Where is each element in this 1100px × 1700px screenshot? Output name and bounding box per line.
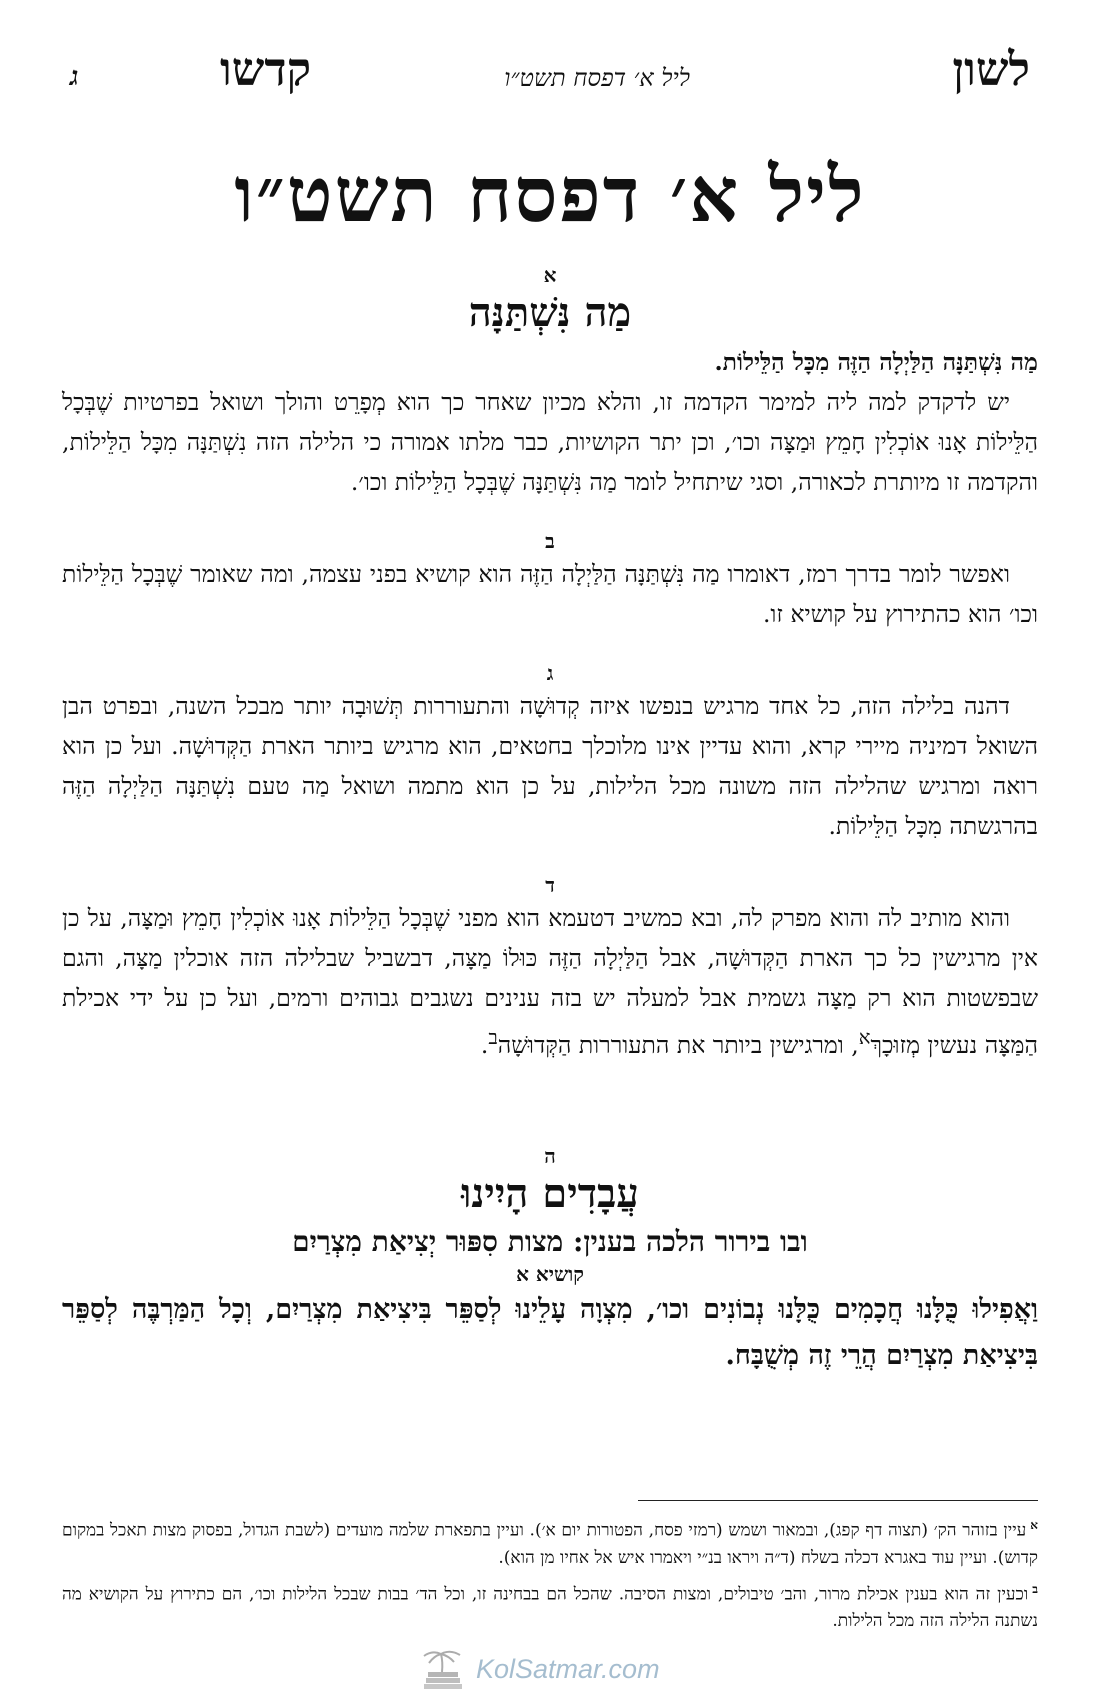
footnote-mark: א <box>1030 1518 1038 1532</box>
footnotes <box>62 1512 1038 1639</box>
header-right-word: לשון <box>952 42 1030 96</box>
header-center-title: ליל א׳ דפסח תשט״ו <box>504 64 690 92</box>
footnote-text: וכעין זה הוא בענין אכילת מרור, והב׳ טיבולים, ומצות הסיבה. שהכל הם בבחינה זו, וכל הד׳ בבות שבכל הלילות וכו׳, הם כתירוץ על הקושיא מה נשתנה הלילה הזה מכל הלילות. <box>62 1584 1038 1632</box>
watermark-text <box>476 1654 660 1685</box>
header-left-word: קדשו <box>220 42 312 96</box>
paragraph-text: . <box>480 1030 489 1059</box>
section-3 <box>62 660 1038 846</box>
page-title: ליל א׳ דפסח תשט״ו <box>234 150 866 239</box>
section-5 <box>62 1143 1038 1379</box>
watermark-brand: KolSatmar <box>476 1654 602 1684</box>
paragraph: ואפשר לומר בדרך רמז, דאומרו מַה נִּשְׁתַּנָּה הַלַּיְלָה הַזֶּה הוא קושיא בפני עצמה, ומה שאומר שֶׁבְּכָל הַלֵּילוֹת וכו׳ הוא כהתירוץ על קושיא זו. <box>62 560 1038 628</box>
paragraph-text: , ומרגישין ביותר את התעוררות הַקְּדוּשָׁה <box>497 1030 859 1059</box>
palm-tree-books-icon <box>418 1648 468 1694</box>
footnote <box>62 1512 1038 1572</box>
footnote-text: עיין בזוהר הק׳ (תצוה דף קפג), ובמאור ושמש (רמזי פסח, הפטורות יום א׳). ועיין בתפארת שלמה מועדים (לשבת הגדול, בפסוק מצות תאכל במקום קדוש). ועיין עוד באגרא דכלה בשלח (ד״ה ויראו בנ״י ויאמרו איש אל אחיו מן הוא). <box>62 1520 1038 1568</box>
page-number: ג <box>70 62 79 92</box>
section-4 <box>62 872 1038 1065</box>
paragraph <box>62 898 1038 1065</box>
footnote-divider <box>638 1500 1038 1501</box>
footnote-ref[interactable]: א <box>858 1026 871 1049</box>
paragraph: דהנה בלילה הזה, כל אחד מרגיש בנפשו איזה קְדוּשָׁה והתעוררות תְּשׁוּבָה יותר מבכל השנה, ובפרט הבן השואל דמיניה מיירי קרא, והוא עדיין אינו מלוכלך בחטאים, הוא מרגיש ביותר הארת הַקְּדוּשָׁה. ועל כן הוא רואה ומרגיש שהלילה הזה משונה מכל הלילות, על כן הוא מתמה ושואל מַה טעם נִשְׁתַּנָּה הַלַּיְלָה הַזֶּה בהרגשתה מִכָּל הַלֵּילוֹת. <box>62 692 1038 840</box>
section-letter: ה <box>544 1143 556 1168</box>
section-1 <box>62 262 1038 502</box>
section-title: מַה נִּשְׁתַּנָּה <box>468 289 632 336</box>
section-2 <box>62 528 1038 634</box>
main-content <box>62 262 1038 1379</box>
quoted-verse: וַאֲפִילוּ כֻּלָּנוּ חֲכָמִים כֻּלָּנוּ נְבוֹנִים וכו׳, מִצְוָה עָלֵינוּ לְסַפֵּר בִּיצִיאַת מִצְרַיִם, וְכָל הַמַּרְבֶּה לְסַפֵּר בִּיצִיאַת מִצְרַיִם הֲרֵי זֶה מְשֻׁבָּח. <box>62 1293 1038 1371</box>
section-title: עֲבָדִים הָיִינוּ <box>461 1169 639 1217</box>
watermark-suffix: .com <box>601 1654 660 1684</box>
question-label: קושיא א <box>516 1261 584 1286</box>
quoted-verse: מַה נִּשְׁתַּנָּה הַלַּיְלָה הַזֶּה מִכָּל הַלֵּילוֹת. <box>714 348 1038 376</box>
section-letter: ב <box>545 529 555 553</box>
paragraph-text: והוא מותיב לה והוא מפרק לה, ובא כמשיב דטעמא הוא מפני שֶׁבְּכָל הַלֵּילוֹת אָנוּ אוֹכְלִין חָמֵץ וּמַצָּה, על כן אין מרגישין כל כך הארת הַקְּדוּשָׁה, אבל הַלַּיְלָה הַזֶּה כּוּלוֹ מַצָּה, דבשביל שבלילה הזה אוכלין מַצָּה, והגם שבפשטות הוא רק מַצָּה גשמית אבל למעלה יש בזה ענינים נשגבים גבוהים ורמים, ועל כן על ידי אכילת הַמַּצָּה נעשין מְזוּכָךְ <box>62 904 1038 1059</box>
running-header <box>70 42 1030 112</box>
section-letter: ג <box>546 661 554 685</box>
footnote <box>62 1576 1038 1636</box>
watermark <box>418 1648 698 1694</box>
section-letter: א <box>543 263 557 287</box>
section-letter: ד <box>545 873 555 897</box>
footnote-mark: ב <box>1032 1581 1038 1596</box>
paragraph: יש לדקדק למה ליה למימר הקדמה זו, והלא מכיון שאחר כך הוא מְפָרֵט והולך ושואל בפרטיות שֶׁבְּכָל הַלֵּילוֹת אָנוּ אוֹכְלִין חָמֵץ וּמַצָּה וכו׳, וכן יתר הקושיות, כבר מלתו אמורה כי הלילה הזה נִשְׁתַּנָּה מִכָּל הַלֵּילוֹת, והקדמה זו מיותרת לכאורה, וסגי שיתחיל לומר מַה נִּשְׁתַּנָּה שֶׁבְּכָל הַלֵּילוֹת וכו׳. <box>62 388 1038 496</box>
footnote-ref[interactable]: ב <box>488 1026 498 1049</box>
section-subtitle: ובו בירור הלכה בענין: מצות סִפּוּר יְצִיאַת מִצְרַיִם <box>292 1224 808 1258</box>
